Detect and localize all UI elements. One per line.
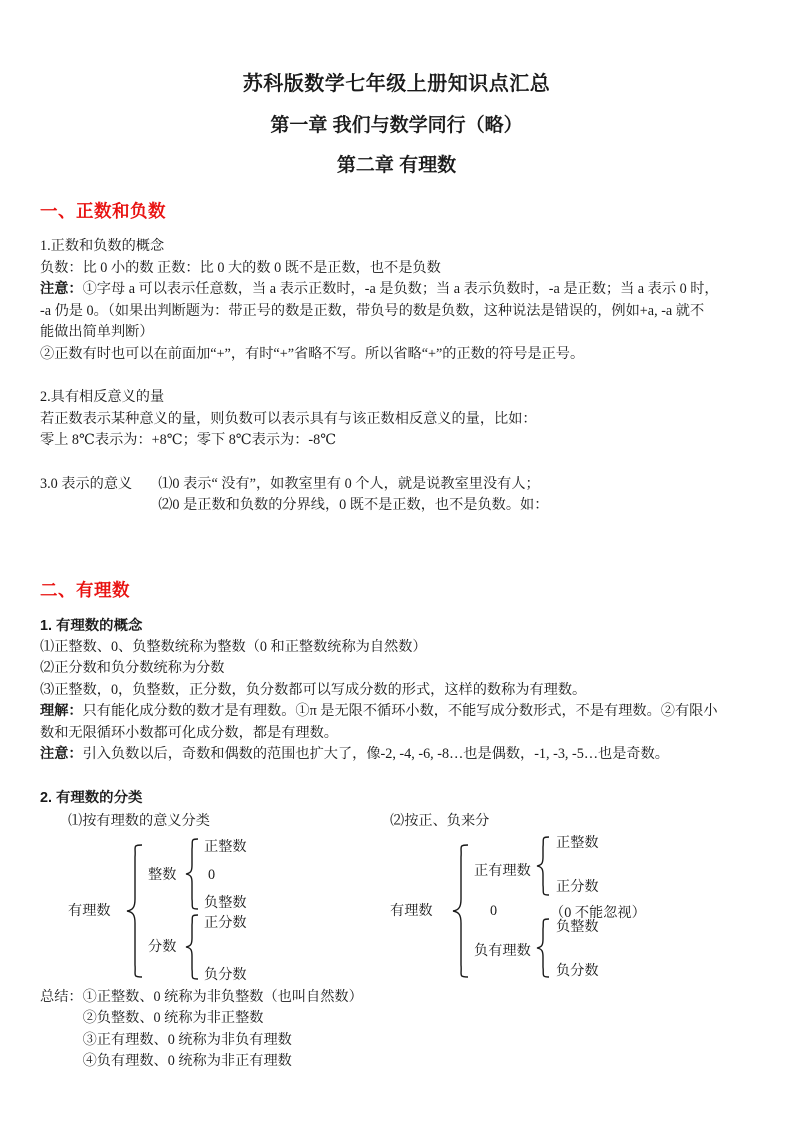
diagram-right-leaf-negative-integer: 负整数 bbox=[556, 918, 599, 935]
diagram-right-tree bbox=[390, 834, 646, 985]
diagram-left-caption: ⑴按有理数的意义分类 bbox=[68, 812, 210, 829]
diagram-left-leaf-negative-fraction: 负分数 bbox=[204, 966, 247, 983]
summary-item-1: ①正整数、0 统称为非负整数（也叫自然数） bbox=[82, 988, 363, 1005]
summary-item-3: ③正有理数、0 统称为非负有理数 bbox=[82, 1031, 292, 1048]
document-content bbox=[0, 178, 793, 1073]
rational-understand-line-2: 数和无限循环小数都可化成分数，都是有理数。 bbox=[40, 724, 338, 741]
diagram-right-branch-negative: 负有理数 bbox=[474, 942, 531, 959]
rational-concept-item-3: ⑶正整数，0，负整数，正分数，负分数都可以写成分数的形式，这样的数称为有理数。 bbox=[40, 681, 587, 698]
diagram-left-brace-fractions bbox=[184, 913, 202, 983]
section-heading-positive-negative: 一、正数和负数 bbox=[40, 200, 166, 221]
topic-3-label: 3.0 表示的意义 bbox=[40, 475, 133, 492]
diagram-right-root: 有理数 bbox=[390, 902, 433, 919]
topic-2-line-2: 零上 8℃表示为：+8℃；零下 8℃表示为：-8℃ bbox=[40, 432, 337, 449]
diagram-left-branch-integers: 整数 bbox=[148, 866, 177, 883]
topic-1-note-item-2: ②正数有时也可以在前面加“+”，有时“+”省略不写。所以省略“+”的正数的符号是正号。 bbox=[40, 345, 585, 362]
diagram-by-meaning bbox=[68, 811, 247, 985]
diagram-left-leaf-positive-fraction: 正分数 bbox=[204, 914, 247, 931]
classification-diagrams bbox=[40, 811, 771, 987]
diagram-left-tree bbox=[68, 835, 247, 985]
diagram-by-sign bbox=[390, 811, 646, 985]
summary-items bbox=[83, 987, 363, 1073]
diagram-right-leaf-positive-integer: 正整数 bbox=[556, 834, 599, 851]
diagram-left-brace-integers bbox=[184, 837, 202, 913]
rational-note-label: 注意： bbox=[40, 746, 83, 762]
diagram-left-leaf-negative-integer: 负整数 bbox=[204, 894, 247, 911]
topic-3-block bbox=[40, 474, 771, 517]
diagram-right-brace-positive bbox=[535, 835, 553, 897]
diagram-right-brace-negative bbox=[535, 917, 553, 979]
rational-note-text: 引入负数以后，奇数和偶数的范围也扩大了，像-2, -4, -6, -8…也是偶数，-1, -3, -5…也是奇数。 bbox=[82, 746, 669, 762]
summary-item-2: ②负整数、0 统称为非正整数 bbox=[82, 1010, 264, 1026]
topic-1-heading: 1.正数和负数的概念 bbox=[40, 238, 165, 255]
diagram-right-leaf-negative-fraction: 负分数 bbox=[556, 962, 599, 979]
rational-concept-item-1: ⑴正整数、0、负整数统称为整数（0 和正整数统称为自然数） bbox=[40, 638, 427, 655]
diagram-right-zero-note: （0 不能忽视） bbox=[550, 904, 646, 921]
topic-1-note-line-1 bbox=[40, 279, 771, 301]
diagram-right-leaf-positive-fraction: 正分数 bbox=[556, 878, 599, 895]
summary-block bbox=[40, 987, 771, 1073]
topic-3-items bbox=[158, 474, 548, 517]
rational-concept-item-2: ⑵正分数和负分数统称为分数 bbox=[40, 660, 225, 676]
rational-understand-line-1 bbox=[40, 701, 771, 723]
summary-label: 总结： bbox=[40, 988, 83, 1005]
chapter-two-title: 第二章 有理数 bbox=[336, 154, 457, 176]
topic-3-item-2: ⑵0 是正数和负数的分界线，0 既不是正数，也不是负数。如： bbox=[158, 497, 549, 514]
understand-label: 理解： bbox=[40, 703, 83, 719]
rational-note-line bbox=[40, 744, 771, 766]
diagram-left-branch-fractions: 分数 bbox=[148, 938, 177, 955]
diagram-left-root: 有理数 bbox=[68, 902, 111, 919]
classification-heading: 2. 有理数的分类 bbox=[40, 789, 143, 806]
topic-1-note-line-3: 能做出简单判断） bbox=[40, 324, 154, 341]
topic-1-definition: 负数：比 0 小的数 正数：比 0 大的数 0 既不是正数，也不是负数 bbox=[40, 259, 441, 276]
understand-text: 只有能化成分数的数才是有理数。①π 是无限不循环小数，不能写成分数形式，不是有理数。②有限小 bbox=[82, 703, 718, 719]
section-heading-rational-numbers: 二、有理数 bbox=[40, 579, 130, 600]
diagram-right-middle-zero: 0 bbox=[490, 902, 498, 919]
rational-concept-heading: 1. 有理数的概念 bbox=[40, 617, 143, 634]
page-title: 苏科版数学七年级上册知识点汇总 bbox=[242, 73, 551, 95]
diagram-right-caption: ⑵按正、负来分 bbox=[390, 812, 490, 829]
diagram-right-branch-positive: 正有理数 bbox=[474, 862, 531, 879]
topic-2-heading: 2.具有相反意义的量 bbox=[40, 389, 165, 406]
title-block bbox=[0, 0, 793, 178]
summary-item-4: ④负有理数、0 统称为非正有理数 bbox=[82, 1053, 292, 1069]
diagram-right-outer-brace bbox=[450, 843, 472, 979]
topic-1-note-line-2: -a 仍是 0。（如果出判断题为：带正号的数是正数，带负号的数是负数，这种说法是错误的，例如+a, -a 就不 bbox=[40, 302, 705, 319]
diagram-left-leaf-positive-integer: 正整数 bbox=[204, 838, 247, 855]
note-label: 注意： bbox=[40, 281, 83, 298]
topic-3-item-1: ⑴0 表示“ 没有”，如教室里有 0 个人，就是说教室里没有人； bbox=[158, 475, 540, 492]
chapter-one-title: 第一章 我们与数学同行（略） bbox=[270, 115, 523, 136]
note-item-1: ①字母 a 可以表示任意数，当 a 表示正数时，-a 是负数；当 a 表示负数时，-a 是正数；当 a 表示 0 时， bbox=[82, 281, 719, 298]
diagram-left-leaf-zero: 0 bbox=[208, 866, 216, 883]
diagram-left-outer-brace bbox=[124, 843, 146, 979]
topic-2-line-1: 若正数表示某种意义的量，则负数可以表示具有与该正数相反意义的量，比如： bbox=[40, 410, 537, 427]
